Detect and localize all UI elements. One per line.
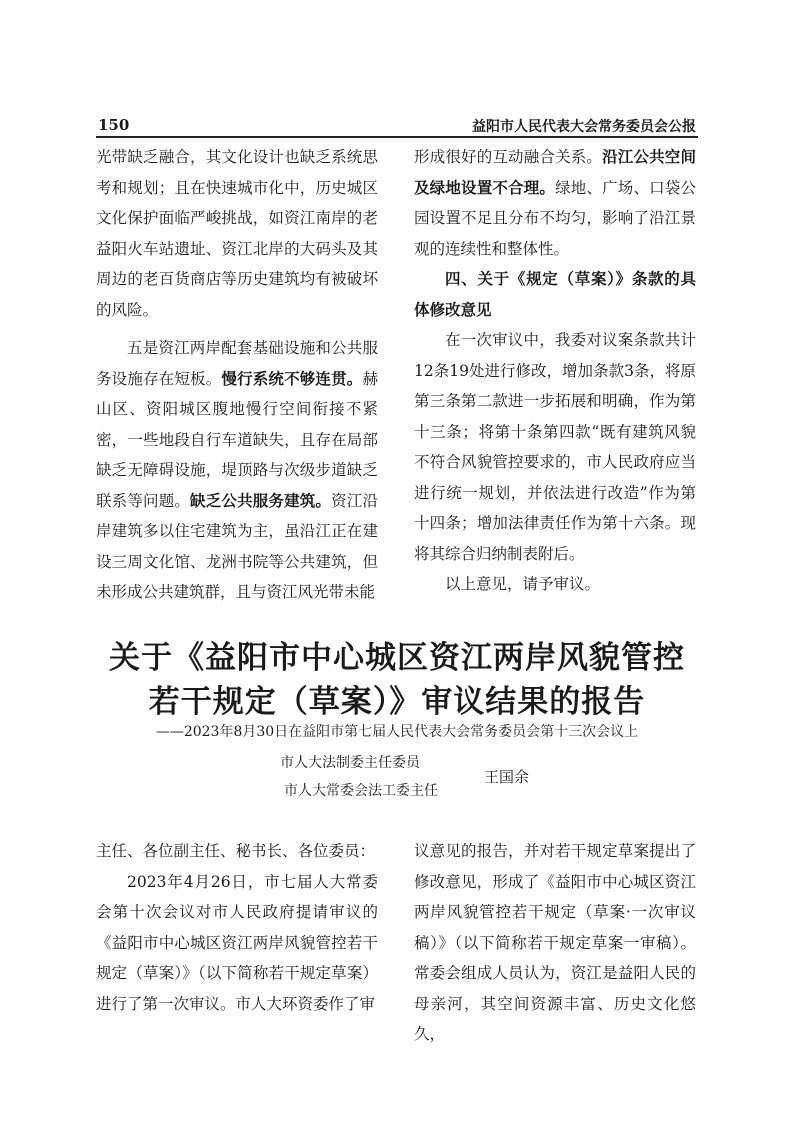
author-name: 王国余 <box>484 768 530 786</box>
section-heading: 四、关于《规定（草案）》条款的具体修改意见 <box>414 270 696 319</box>
paragraph: 在一次审议中，我委对议案条款共计12条19处进行修改，增加条款3条，将原第三条第二款进一步拓展和明确，作为第十三条；将第十条第四款“既有建筑风貌不符合风貌管控要求的，市人民政府应当进行统一规划，并依法进行改造”作为第十四条；增加法律责任作为第十六条。现将其综合归纳制表附后。 <box>414 331 696 563</box>
title-line-1: 关于《益阳市中心城区资江两岸风貌管控 <box>109 640 685 676</box>
bold-phrase: 沿江公共空间及绿地设置不合理。 <box>414 147 696 197</box>
header-rule <box>96 136 698 138</box>
paragraph: 以上意见，请予审议。 <box>445 575 601 593</box>
bold-phrase: 缺乏公共服务建筑。 <box>190 490 332 510</box>
salutation: 主任、各位副主任、秘书长、各位委员： <box>96 842 376 860</box>
text-span: 赫山区、资阳城区腹地慢行空间衔接不紧密，一些地段自行车道缺失，且存在局部缺乏无障碍设施，堤顶路与次级步道缺乏联系等问题。 <box>96 369 378 510</box>
top-left-column <box>96 142 378 608</box>
bold-phrase: 慢行系统不够连贯。 <box>221 368 363 388</box>
paragraph: 光带缺乏融合，其文化设计也缺乏系统思考和规划；且在快速城市化中，历史城区文化保护面临严峻挑战，如资江南岸的老益阳火车站遗址、资江北岸的大码头及其周边的老百货商店等历史建筑均有被破坏的风险。 <box>96 148 378 319</box>
lead-sentence: 五是资江两岸配套基础设施和公共服务设施存在短板。 <box>96 339 378 388</box>
paragraph <box>414 142 696 264</box>
paragraph: 议意见的报告，并对若干规定草案提出了修改意见，形成了《益阳市中心城区资江两岸风貌管控若干规定（草案·一次审议稿）》（以下简称若干规定草案一审稿）。常委会组成人员认为，资江是益阳人民的母亲河，其空间资源丰富、历史文化悠久， <box>414 842 696 1043</box>
author-role-2: 市人大常委会法工委主任 <box>284 783 438 799</box>
text-span: 形成很好的互动融合关系。 <box>414 148 603 166</box>
author-role-1: 市人大法制委主任委员 <box>280 755 420 771</box>
text-span: 资江沿岸建筑多以住宅建筑为主，虽沿江正在建设三周文化馆、龙洲书院等公共建筑，但未形成公共建筑群，且与资江风光带未能 <box>96 491 378 601</box>
running-head: 益阳市人民代表大会常务委员会公报 <box>472 119 696 135</box>
paragraph <box>96 333 378 608</box>
title-line-2: 若干规定（草案）》审议结果的报告 <box>148 684 646 720</box>
paragraph: 2023年4月26日，市七届人大常委会第十次会议对市人民政府提请审议的《益阳市中心城区资江两岸风貌管控若干规定（草案）》（以下简称若干规定草案）进行了第一次审议。市人大环资委作了审 <box>96 872 378 1013</box>
report-subtitle: ——2023年8月30日在益阳市第七届人民代表大会常务委员会第十三次会议上 <box>155 724 639 740</box>
text-span: 绿地、广场、口袋公园设置不足且分布不均匀，影响了沿江景观的连续性和整体性。 <box>414 178 696 258</box>
top-right-column <box>414 142 696 600</box>
page-number: 150 <box>98 116 130 134</box>
bottom-right-column <box>414 836 696 1050</box>
bottom-left-column <box>96 836 378 1019</box>
report-title <box>96 636 698 724</box>
